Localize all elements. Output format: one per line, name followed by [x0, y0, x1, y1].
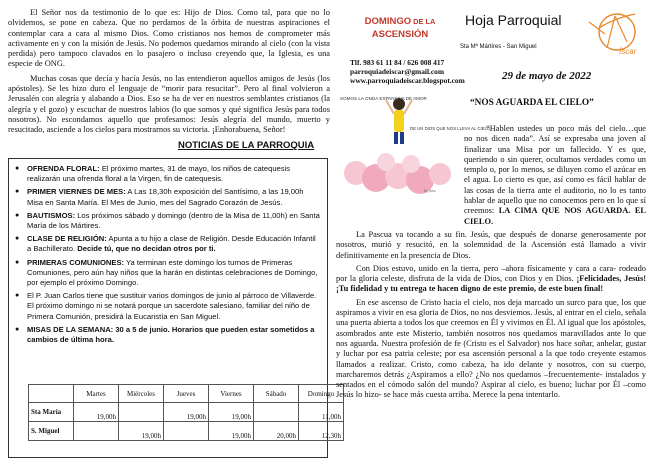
notice-item — [9, 291, 327, 322]
table-header-cell: Viernes — [209, 385, 254, 403]
article-paragraph-1 — [464, 124, 646, 227]
illustration-text-left: SOMOS LA ONDA EXPANSIVA DE AMOR — [340, 96, 427, 101]
notice-text: A Las 18,30h exposición del Santísimo, a las 19,00h Misa en Santa María. El Mes de Junio, mes del Sagrado Corazón de Jesús. — [27, 187, 304, 207]
illustration-text-right: DE UN DIOS QUE NOS LLEVA AL CIELO — [410, 126, 491, 131]
notice-item — [9, 187, 327, 207]
table-cell: 11,00h — [299, 403, 344, 422]
table-cell: 20,00h — [254, 422, 299, 441]
left-column — [8, 8, 330, 136]
illustration-signature: by fano — [424, 188, 436, 193]
notice-text: El P. Juan Carlos tiene que sustituir varios domingos de junio al párroco de Villaverde. El próximo domingo ni se notará porque un sacerdote salesiano, familiar del niño de Primera Comunión, presidirá la Eucaristía en San Miguel. — [27, 291, 317, 321]
email-link[interactable]: parroquiadeiscar@gmail.com — [350, 67, 444, 77]
table-cell — [164, 422, 209, 441]
phone-text: Tlf. 983 61 11 84 / 626 008 417 — [350, 58, 445, 67]
table-cell: 19,00h — [74, 403, 119, 422]
article-bold: LA CIMA QUE NOS AGUARDA. EL CIELO. — [464, 206, 646, 226]
table-row-label: Sta María — [29, 403, 74, 422]
sunday-title-line2: ASCENSIÓN — [371, 29, 429, 40]
bulletin-title: Hoja Parroquial — [465, 12, 562, 28]
article-title: “NOS AGUARDA EL CIELO” — [470, 98, 594, 108]
table-cell — [74, 422, 119, 441]
table-cell — [254, 403, 299, 422]
notice-head: BAUTISMOS: — [27, 210, 76, 220]
article-paragraph-3 — [336, 264, 646, 295]
notice-head: OFRENDA FLORAL: — [27, 164, 100, 173]
notice-head: PRIMERAS COMUNIONES: — [27, 257, 125, 267]
mass-schedule-table — [28, 384, 344, 441]
intro-paragraph-1: El Señor nos da testimonio de lo que es: Hijo de Dios. Como tal, para que no lo olvidemos, se pone en cabeza. Que no perdamos de la órbita de nuestras aspiraciones el contemplar cara a cara al mismo Dios. Como cristianos nos hemos de comprometer más activamente en y con la misión de Jesús. No podemos quedarnos mirando al cielo (con la vista perdida) pero tampoco clavados en lo pasajero o incluso creyendo que, la Iglesia, es una especie de ONG. — [8, 8, 330, 69]
notice-item — [9, 325, 327, 345]
notice-head: PRIMER VIERNES DE MES: — [27, 187, 126, 197]
article-paragraph-4: En ese ascenso de Cristo hacia el cielo, nos deja marcado un surco para que, los que aspiramos a vivir en esa gloria de Dios, no nos desviemos. Jesús, al entrar en el cielo, señala una puerta abierta a todos los que creemos en Él y vivimos en Él. Al igual que los apóstoles, asombrados ante este Misterio, también nosotros nos quedamos maravillados ante lo que nos aguarda. Nuestra profesión de fe (Cristo es el Salvador) nos hace soñar, anhelar, gustar y luchar por esa patria celeste; por esa ascensión personal a la que todo creyente estamos llamados a realizar. Cristo, como cabeza, ha ido delante y nosotros, con su cuerpo, marcharemos detrás ¿Aspiramos a ello? ¿No nos quedamos –frecuentemente- instalados y sentados en el cómodo salón del mundo? Aspirar al cielo, es bueno; luchar por Él –como Jesús lo hizo- se hace más cuesta arriba. Merece la pena intentarlo. — [336, 297, 646, 400]
notice-item — [9, 234, 327, 254]
article-body — [336, 124, 646, 401]
notice-head: MISAS DE LA SEMANA: 30 a 5 de junio. Horarios que pueden estar sometidos a cambios de última hora. — [27, 324, 315, 345]
parish-logo — [585, 8, 647, 58]
sunday-title-line1: DOMINGO — [364, 16, 412, 27]
notice-text: Apunta a tu hijo a clase de Religión. Desde Educación Infantil a Bachillerato. — [27, 234, 316, 254]
table-cell: 19,00h — [164, 403, 209, 422]
blog-link[interactable]: www.parroquiadeiscar.blogspot.com — [350, 76, 465, 86]
contact-info — [350, 58, 465, 86]
issue-date: 29 de mayo de 2022 — [502, 70, 592, 82]
table-header-cell: Sábado — [254, 385, 299, 403]
notice-item — [9, 164, 327, 184]
notice-text: Ya terminan este domingo los turnos de Primeras Comuniones, pero aún hay niños que la harán en distintas celebraciones de Domingo, por ejemplo el próximo Domingo. — [27, 257, 318, 288]
table-header-cell — [29, 385, 74, 403]
notice-head: CLASE DE RELIGIÓN: — [27, 234, 107, 244]
table-cell — [119, 403, 164, 422]
article-paragraph-2: La Pascua va tocando a su fin. Jesús, que después de donarse generosamente por nosotros, murió y resucitó, en la solemnidad de la Ascensión está llamado a vivir definitivamente en la presencia de Dios. — [336, 229, 646, 260]
article-text: Con Dios estuvo, unido en la tierra, pero –ahora físicamente y cara a cara- rodeado por la gloria celeste, disfruta de la vida de Dios, con Dios y en Dios. — [336, 263, 646, 284]
notices-title: NOTICIAS DE LA PARROQUIA — [178, 140, 315, 151]
notice-item — [9, 258, 327, 289]
table-header-cell: Domingo — [299, 385, 344, 403]
table-row — [29, 403, 344, 422]
table-cell: 19,00h — [119, 422, 164, 441]
sunday-title-de: DE LA — [411, 17, 436, 26]
logo-text: Íscar — [619, 47, 637, 56]
table-header-row — [29, 385, 344, 403]
notice-text: Los próximos sábado y domingo (dentro de la Misa de 11,00h) en Santa María de los Mártires. — [27, 210, 320, 231]
notice-text: El próximo martes, 31 de mayo, los niños de catequesis realizarán una ofrenda floral a la Virgen, fin de catequesis. — [27, 164, 291, 184]
bulletin-subtitle: Sta Mª Mártires - San Miguel — [460, 44, 537, 50]
table-cell: 19,00h — [209, 422, 254, 441]
notice-item — [9, 211, 327, 231]
intro-paragraph-2: Muchas cosas que decía y hacía Jesús, no las entendieron aquellos amigos de Jesús (los apóstoles). Se les hizo duro el lenguaje de “morir para resucitar”. Pero al final volvieron a Jerusalén con alegría y alabando a Dios. Eso se ha de ver en nuestros semblantes cristianos (la alegría y el gozo) y escuchar de nuestros labios (lo que somos y qué significa Jesús para todos nosotros). No escondamos aquello que profesamos: Jesús alegría del mundo, muerto y resucitado, asciende a los cielos para mostrarnos su victoria. ¡Enhorabuena, Señor! — [8, 73, 330, 135]
table-row — [29, 422, 344, 441]
article-bold: ¡Felicidades, Jesús! ¡Tu fidelidad y tu entrega te hacen digno de este premio, de este buen final! — [336, 274, 647, 294]
table-cell: 19,00h — [209, 403, 254, 422]
table-header-cell: Miércoles — [119, 385, 164, 403]
article-text: “Hablen ustedes un poco más del cielo…que no nos dicen nada”. Así se expresaba una joven al finalizar una Misa por un fallecido. Y es que, queriendo o sin querer, ocultamos verdades como un templo o, por lo menos, se diluyen como el azúcar en el agua. Lo cierto es que, así como es fácil hablar de las cosas de la tierra ante el auditorio, no lo es tanto hablar de aquello que no conocemos pero en lo que sí creemos: — [464, 124, 646, 216]
table-header-cell: Jueves — [164, 385, 209, 403]
table-row-label: S. Miguel — [29, 422, 74, 441]
table-header-cell: Martes — [74, 385, 119, 403]
table-cell: 12,30h — [299, 422, 344, 441]
sunday-title — [345, 15, 455, 41]
notice-bold-tail: Decide tú, que no decidan otros por ti. — [77, 244, 216, 254]
